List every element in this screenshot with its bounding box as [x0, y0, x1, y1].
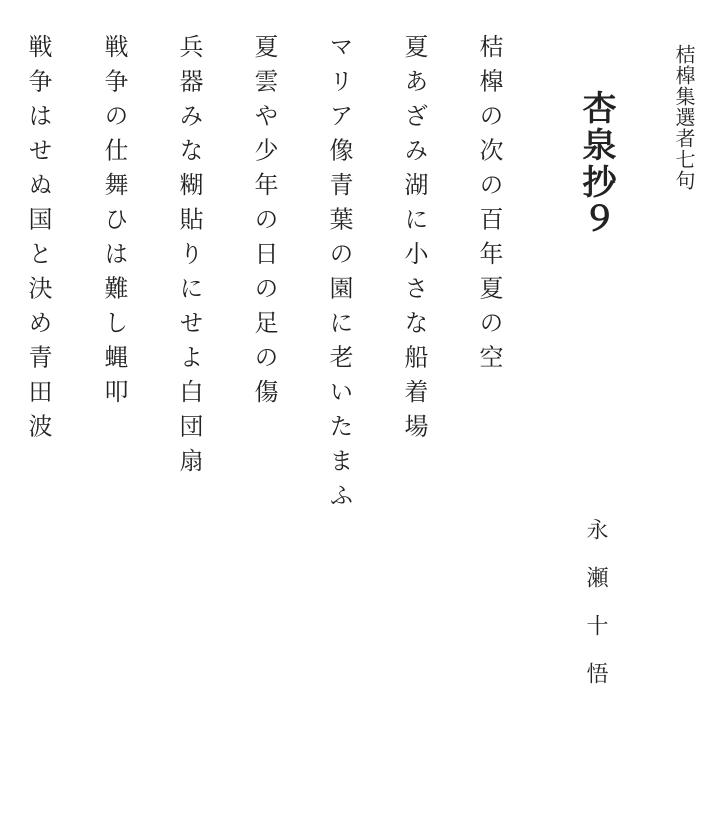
collection-header: 桔槹集選者七句	[672, 44, 696, 191]
page-title: 杏泉抄９	[576, 90, 616, 238]
haiku-line: 戦争の仕舞ひは難し蝿叩	[100, 34, 128, 414]
haiku-line: 兵器みな糊貼りにせよ白団扇	[175, 34, 203, 483]
haiku-line: 桔槹の次の百年夏の空	[475, 34, 503, 379]
haiku-line: 夏あざみ湖に小さな船着場	[400, 34, 428, 448]
author-name: 永瀬十悟	[583, 518, 608, 710]
haiku-line: 夏雲や少年の日の足の傷	[250, 34, 278, 414]
haiku-line: 戦争はせぬ国と決め青田波	[24, 34, 52, 448]
haiku-line: マリア像青葉の園に老いたまふ	[325, 34, 353, 517]
